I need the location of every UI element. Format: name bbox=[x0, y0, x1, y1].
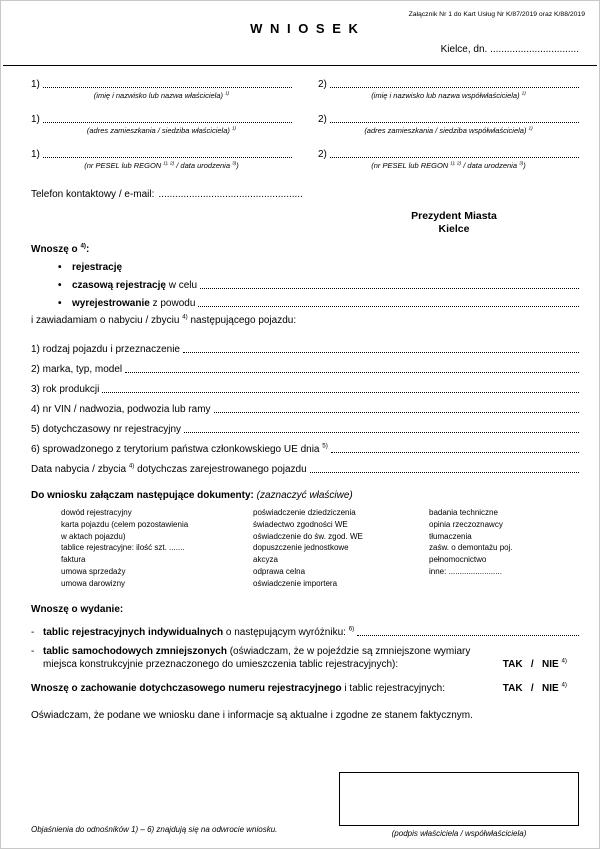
owner-address-caption: (adres zamieszkania / siedziba właściciela) $^{1)}$ bbox=[86, 125, 237, 135]
doc-option-continuation: w aktach pojazdu) bbox=[61, 531, 126, 541]
acquisition-date-line[interactable] bbox=[310, 472, 579, 473]
eu-import-date-line[interactable] bbox=[331, 452, 579, 453]
owner-name-row bbox=[31, 76, 292, 90]
documents-columns bbox=[31, 507, 579, 590]
acquisition-date-label: Data nabycia / zbycia $^{4)}$ dotychczas zarejestrowanego pojazdu bbox=[31, 462, 307, 475]
acquisition-notice: i zawiadamiam o nabyciu / zbyciu $^{4)}$ następującego pojazdu: bbox=[31, 313, 297, 326]
request-heading: Wnoszę o $^{4)}$: bbox=[31, 242, 90, 255]
doc-option[interactable]: akcyza bbox=[253, 555, 278, 565]
option-label: wyrejestrowanie z powodu bbox=[72, 298, 196, 309]
field-prefix: 2) bbox=[318, 149, 327, 160]
production-year-line[interactable] bbox=[102, 392, 579, 393]
reduced-plates-label-cont: miejsca konstrukcyjnie przeznaczonego do umieszczenia tablic rejestracyjnych): bbox=[43, 658, 399, 670]
reduced-plates-row bbox=[31, 646, 579, 670]
reduced-plates-yes-no-choice[interactable]: TAK / NIE $^{4)}$ bbox=[502, 657, 567, 670]
eu-import-date-label: 6) sprowadzonego z terytorium państwa członkowskiego UE dnia $^{5)}$ bbox=[31, 442, 328, 455]
doc-option[interactable]: oświadczenie importera bbox=[253, 578, 338, 588]
field-prefix: 1) bbox=[31, 114, 40, 125]
coowner-pesel-row bbox=[318, 146, 579, 160]
current-plate-line[interactable] bbox=[184, 432, 579, 433]
documents-heading: Do wniosku załączam następujące dokumenty: (zaznaczyć właściwe) bbox=[31, 490, 353, 501]
contact-label: Telefon kontaktowy / e-mail: bbox=[31, 189, 155, 200]
vin-label: 4) nr VIN / nadwozia, podwozia lub ramy bbox=[31, 404, 211, 415]
reduced-plates-line2 bbox=[43, 659, 579, 670]
retention-row bbox=[31, 683, 579, 694]
header-divider bbox=[3, 65, 597, 66]
reduced-plates-label: tablic samochodowych zmniejszonych (oświadczam, że w pojeździe są zmniejszone wymiary bbox=[43, 645, 471, 657]
form-header bbox=[31, 11, 585, 55]
declaration-text: Oświadczam, że podane we wniosku dane i informacje są aktualne i zgodne ze stanem faktycznym. bbox=[31, 709, 473, 721]
signature-box[interactable] bbox=[339, 772, 579, 826]
eu-import-date-row bbox=[31, 435, 579, 455]
coowner-pesel-line[interactable] bbox=[330, 157, 579, 158]
owner-pesel-caption: (nr PESEL lub REGON $^{1), 2)}$ / data urodzenia $^{3)}$) bbox=[84, 160, 239, 170]
vehicle-make-label: 2) marka, typ, model bbox=[31, 364, 123, 375]
owner-pesel-row bbox=[31, 146, 292, 160]
owner-address-row bbox=[31, 111, 292, 125]
current-plate-label: 5) dotychczasowy nr rejestracyjny bbox=[31, 424, 182, 435]
production-year-label: 3) rok produkcji bbox=[31, 384, 100, 395]
coowner-address-line[interactable] bbox=[330, 122, 579, 123]
doc-option[interactable]: tłumaczenia bbox=[429, 531, 472, 541]
vehicle-type-line[interactable] bbox=[183, 352, 579, 353]
vehicle-make-row bbox=[31, 355, 579, 375]
doc-option[interactable]: umowa sprzedaży bbox=[61, 566, 126, 576]
owner-column bbox=[31, 76, 292, 181]
doc-option[interactable]: karta pojazdu (celem pozostawienia bbox=[61, 519, 189, 529]
option-temporary-registration[interactable] bbox=[58, 276, 579, 291]
deregistration-reason-line[interactable] bbox=[198, 306, 579, 307]
vehicle-section bbox=[31, 335, 579, 475]
option-label: rejestrację bbox=[72, 262, 123, 273]
bullet-icon bbox=[58, 298, 72, 309]
option-registration[interactable] bbox=[58, 258, 579, 273]
vehicle-make-line[interactable] bbox=[125, 372, 579, 373]
doc-option[interactable]: faktura bbox=[61, 555, 86, 565]
signature-caption: (podpis właściciela / współwłaściciela) bbox=[391, 829, 527, 838]
doc-option[interactable]: umowa darowizny bbox=[61, 578, 126, 588]
dash-marker: - bbox=[31, 645, 35, 657]
field-prefix: 1) bbox=[31, 79, 40, 90]
coowner-address-row bbox=[318, 111, 579, 125]
bullet-icon bbox=[58, 262, 72, 273]
owner-name-line[interactable] bbox=[43, 87, 292, 88]
addressee-title: Prezydent Miasta bbox=[411, 210, 497, 222]
documents-col-2 bbox=[253, 507, 429, 590]
doc-option[interactable]: dowód rejestracyjny bbox=[61, 508, 132, 517]
addressee-city: Kielce bbox=[438, 223, 470, 235]
acquisition-date-row bbox=[31, 455, 579, 475]
individual-plates-row bbox=[31, 624, 579, 638]
signature-area bbox=[339, 772, 579, 838]
vin-row bbox=[31, 395, 579, 415]
doc-option[interactable]: badania techniczne bbox=[429, 508, 498, 517]
contact-line[interactable]: .................................................... bbox=[158, 189, 303, 200]
field-prefix: 2) bbox=[318, 79, 327, 90]
option-deregistration[interactable] bbox=[58, 294, 579, 309]
owner-pesel-line[interactable] bbox=[43, 157, 292, 158]
contact-row bbox=[31, 189, 579, 200]
temporary-purpose-line[interactable] bbox=[200, 288, 579, 289]
option-label: czasową rejestrację w celu bbox=[72, 280, 198, 291]
doc-option[interactable]: dopuszczenie jednostkowe bbox=[253, 543, 349, 553]
attachment-note: Załącznik Nr 1 do Kart Usług Nr K/87/2019 oraz K/88/2019 bbox=[408, 11, 585, 18]
coowner-address-caption: (adres zamieszkania / siedziba współwłaściciela) $^{1)}$ bbox=[364, 125, 533, 135]
vehicle-type-label: 1) rodzaj pojazdu i przeznaczenie bbox=[31, 344, 180, 355]
bullet-icon bbox=[58, 280, 72, 291]
doc-option[interactable]: odprawa celna bbox=[253, 566, 306, 576]
vin-line[interactable] bbox=[214, 412, 579, 413]
doc-option[interactable]: poświadczenie dziedziczenia bbox=[253, 508, 356, 517]
coowner-name-line[interactable] bbox=[330, 87, 579, 88]
addressee-block bbox=[369, 210, 539, 236]
production-year-row bbox=[31, 375, 579, 395]
parties-section bbox=[31, 76, 579, 181]
doc-option[interactable]: pełnomocnictwo bbox=[429, 555, 487, 565]
documents-col-1 bbox=[31, 507, 253, 590]
form-title: W N I O S E K bbox=[250, 21, 360, 36]
issuance-heading: Wnoszę o wydanie: bbox=[31, 603, 124, 615]
documents-col-3 bbox=[429, 507, 579, 590]
coowner-column bbox=[318, 76, 579, 181]
doc-option[interactable]: inne: ........................ bbox=[429, 566, 502, 576]
owner-address-line[interactable] bbox=[43, 122, 292, 123]
doc-option[interactable]: opinia rzeczoznawcy bbox=[429, 519, 503, 529]
place-date-line: Kielce, dn. ................................ bbox=[440, 44, 579, 55]
vehicle-type-row bbox=[31, 335, 579, 355]
footnotes-reference: Objaśnienia do odnośników 1) – 6) znajdują się na odwrocie wniosku. bbox=[31, 825, 278, 834]
individual-plates-label: tablic rejestracyjnych indywidualnych o następującym wyróżniku: $^{6)}$ bbox=[43, 625, 355, 638]
retention-yes-no-choice[interactable]: TAK / NIE $^{4)}$ bbox=[502, 681, 567, 694]
doc-option[interactable]: oświadczenie do św. zgod. WE bbox=[253, 531, 363, 541]
coowner-pesel-caption: (nr PESEL lub REGON $^{1), 2)}$ / data urodzenia $^{3)}$) bbox=[371, 160, 526, 170]
coowner-name-caption: (imię i nazwisko lub nazwa współwłaściciela) $^{1)}$ bbox=[371, 90, 526, 100]
footer-area bbox=[31, 772, 579, 838]
doc-option[interactable]: zaśw. o demontażu poj. bbox=[429, 543, 513, 553]
dash-marker: - bbox=[31, 626, 35, 638]
current-plate-row bbox=[31, 415, 579, 435]
coowner-name-row bbox=[318, 76, 579, 90]
retention-label: Wnoszę o zachowanie dotychczasowego numeru rejestracyjnego i tablic rejestracyjnych: bbox=[31, 682, 446, 694]
field-prefix: 1) bbox=[31, 149, 40, 160]
doc-option[interactable]: tablice rejestracyjne: ilość szt. ....... bbox=[61, 543, 185, 553]
reduced-plates-line1 bbox=[31, 646, 579, 657]
field-prefix: 2) bbox=[318, 114, 327, 125]
individual-plate-id-line[interactable] bbox=[357, 635, 579, 636]
doc-option[interactable]: świadectwo zgodności WE bbox=[253, 519, 348, 529]
owner-name-caption: (imię i nazwisko lub nazwa właściciela) $^{1)}$ bbox=[93, 90, 230, 100]
